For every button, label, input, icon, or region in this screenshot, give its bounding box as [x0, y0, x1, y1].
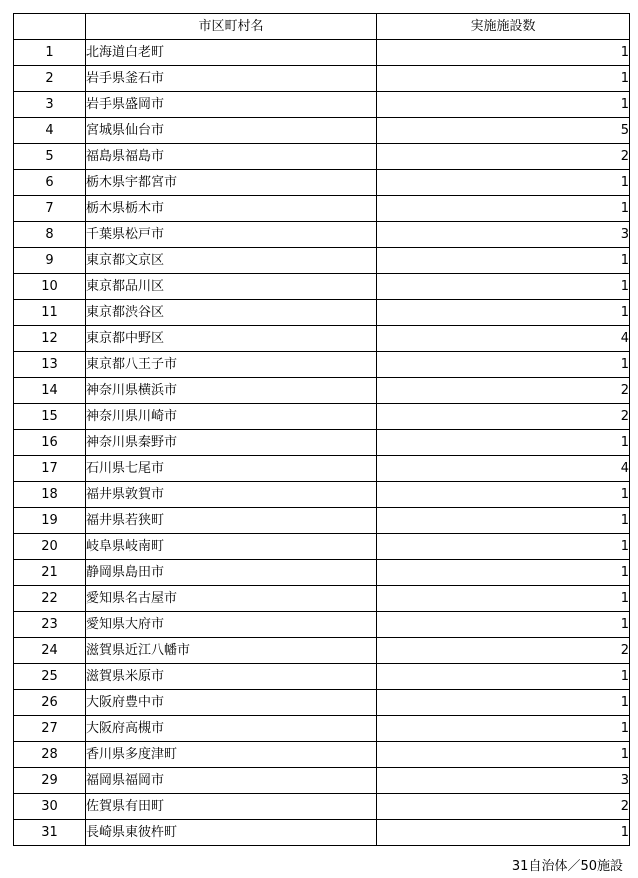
row-number: 2	[14, 66, 86, 92]
row-number: 1	[14, 40, 86, 66]
facility-count: 3	[377, 768, 630, 794]
row-number: 16	[14, 430, 86, 456]
table-row	[14, 482, 630, 508]
municipality-name: 静岡県島田市	[86, 560, 377, 586]
table-row	[14, 118, 630, 144]
facility-count: 2	[377, 638, 630, 664]
facility-count: 1	[377, 274, 630, 300]
facility-count: 2	[377, 794, 630, 820]
row-number: 12	[14, 326, 86, 352]
table-row	[14, 40, 630, 66]
municipality-name: 東京都品川区	[86, 274, 377, 300]
facility-count: 1	[377, 92, 630, 118]
municipality-name: 岩手県盛岡市	[86, 92, 377, 118]
municipality-name: 栃木県栃木市	[86, 196, 377, 222]
facility-count: 1	[377, 352, 630, 378]
table-row	[14, 404, 630, 430]
table-row	[14, 326, 630, 352]
row-number: 8	[14, 222, 86, 248]
municipality-name: 長崎県東彼杵町	[86, 820, 377, 846]
municipality-name: 岐阜県岐南町	[86, 534, 377, 560]
municipality-name: 大阪府高槻市	[86, 716, 377, 742]
facility-count: 1	[377, 508, 630, 534]
table-row	[14, 664, 630, 690]
municipality-name: 石川県七尾市	[86, 456, 377, 482]
municipality-name: 神奈川県秦野市	[86, 430, 377, 456]
facility-count: 2	[377, 404, 630, 430]
header-facility-count: 実施施設数	[377, 14, 630, 40]
row-number: 4	[14, 118, 86, 144]
row-number: 19	[14, 508, 86, 534]
row-number: 3	[14, 92, 86, 118]
facility-count: 1	[377, 560, 630, 586]
municipality-name: 東京都文京区	[86, 248, 377, 274]
facility-count: 1	[377, 40, 630, 66]
municipality-name: 神奈川県横浜市	[86, 378, 377, 404]
table-row	[14, 690, 630, 716]
municipality-name: 大阪府豊中市	[86, 690, 377, 716]
municipality-name: 東京都中野区	[86, 326, 377, 352]
municipality-name: 愛知県大府市	[86, 612, 377, 638]
table-row	[14, 196, 630, 222]
table-row	[14, 534, 630, 560]
table-row	[14, 378, 630, 404]
row-number: 13	[14, 352, 86, 378]
table-row	[14, 222, 630, 248]
row-number: 9	[14, 248, 86, 274]
row-number: 20	[14, 534, 86, 560]
municipality-name: 福井県若狭町	[86, 508, 377, 534]
table-row	[14, 638, 630, 664]
facility-count: 1	[377, 482, 630, 508]
municipality-name: 福島県福島市	[86, 144, 377, 170]
table-row	[14, 92, 630, 118]
row-number: 31	[14, 820, 86, 846]
header-municipality-name: 市区町村名	[86, 14, 377, 40]
row-number: 14	[14, 378, 86, 404]
table-row	[14, 248, 630, 274]
facility-count: 1	[377, 664, 630, 690]
table-row	[14, 300, 630, 326]
table-body	[14, 40, 630, 846]
facility-count: 3	[377, 222, 630, 248]
municipality-name: 滋賀県近江八幡市	[86, 638, 377, 664]
facility-count: 4	[377, 456, 630, 482]
table-row	[14, 768, 630, 794]
table-row	[14, 456, 630, 482]
municipality-name: 千葉県松戸市	[86, 222, 377, 248]
facility-count: 1	[377, 170, 630, 196]
row-number: 29	[14, 768, 86, 794]
facility-count: 1	[377, 716, 630, 742]
table-row	[14, 170, 630, 196]
facility-table	[13, 13, 630, 846]
row-number: 25	[14, 664, 86, 690]
table-row	[14, 716, 630, 742]
table-row	[14, 586, 630, 612]
facility-count: 1	[377, 612, 630, 638]
row-number: 6	[14, 170, 86, 196]
row-number: 27	[14, 716, 86, 742]
row-number: 7	[14, 196, 86, 222]
table-row	[14, 66, 630, 92]
row-number: 22	[14, 586, 86, 612]
table-row	[14, 508, 630, 534]
municipality-name: 東京都八王子市	[86, 352, 377, 378]
row-number: 5	[14, 144, 86, 170]
facility-count: 1	[377, 690, 630, 716]
municipality-name: 福井県敦賀市	[86, 482, 377, 508]
table-row	[14, 274, 630, 300]
facility-count: 1	[377, 196, 630, 222]
facility-count: 1	[377, 300, 630, 326]
header-row	[14, 14, 630, 40]
facility-count: 1	[377, 586, 630, 612]
municipality-name: 栃木県宇都宮市	[86, 170, 377, 196]
row-number: 28	[14, 742, 86, 768]
municipality-name: 宮城県仙台市	[86, 118, 377, 144]
facility-count: 1	[377, 742, 630, 768]
facility-count: 1	[377, 430, 630, 456]
table-row	[14, 820, 630, 846]
header-number	[14, 14, 86, 40]
facility-count: 5	[377, 118, 630, 144]
municipality-name: 東京都渋谷区	[86, 300, 377, 326]
table-row	[14, 352, 630, 378]
municipality-name: 香川県多度津町	[86, 742, 377, 768]
municipality-name: 佐賀県有田町	[86, 794, 377, 820]
facility-count: 2	[377, 144, 630, 170]
table-row	[14, 794, 630, 820]
row-number: 21	[14, 560, 86, 586]
table-row	[14, 742, 630, 768]
row-number: 30	[14, 794, 86, 820]
table-row	[14, 612, 630, 638]
facility-count: 2	[377, 378, 630, 404]
municipality-name: 滋賀県米原市	[86, 664, 377, 690]
municipality-name: 福岡県福岡市	[86, 768, 377, 794]
municipality-name: 神奈川県川崎市	[86, 404, 377, 430]
municipality-name: 北海道白老町	[86, 40, 377, 66]
row-number: 17	[14, 456, 86, 482]
table-row	[14, 430, 630, 456]
facility-count: 1	[377, 66, 630, 92]
municipality-name: 愛知県名古屋市	[86, 586, 377, 612]
row-number: 15	[14, 404, 86, 430]
row-number: 23	[14, 612, 86, 638]
row-number: 24	[14, 638, 86, 664]
summary-total: 31自治体／50施設	[511, 859, 623, 874]
table-row	[14, 560, 630, 586]
row-number: 11	[14, 300, 86, 326]
row-number: 18	[14, 482, 86, 508]
table-row	[14, 144, 630, 170]
facility-count: 1	[377, 820, 630, 846]
facility-count: 1	[377, 248, 630, 274]
row-number: 10	[14, 274, 86, 300]
row-number: 26	[14, 690, 86, 716]
municipality-name: 岩手県釜石市	[86, 66, 377, 92]
facility-count: 4	[377, 326, 630, 352]
facility-count: 1	[377, 534, 630, 560]
